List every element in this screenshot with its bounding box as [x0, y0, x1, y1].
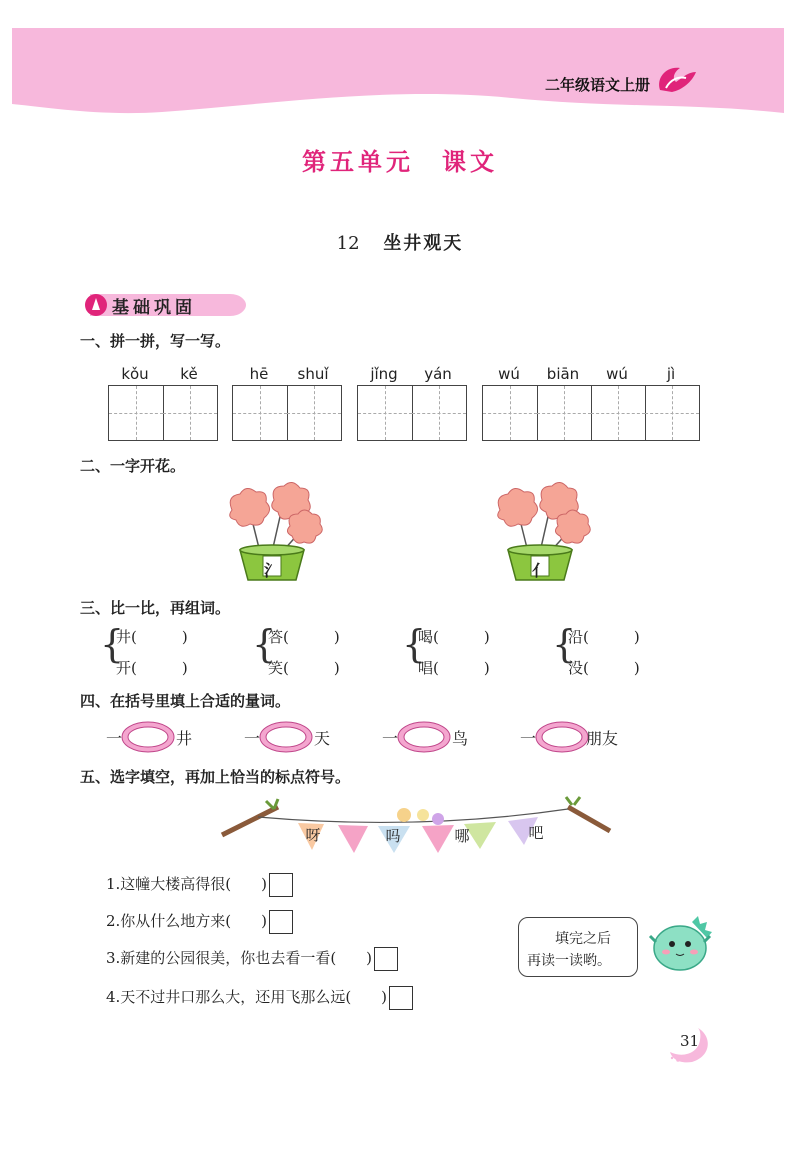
pinyin: jǐng: [370, 365, 398, 383]
compare-word[interactable]: 唱( ): [418, 659, 490, 677]
writing-grid[interactable]: [232, 385, 342, 441]
pinyin: wú: [606, 365, 628, 383]
lesson-number: 12: [336, 233, 360, 254]
measure-suffix: 鸟: [452, 729, 469, 748]
compare-word[interactable]: 没( ): [568, 659, 640, 677]
bunting-illustration: [218, 795, 613, 860]
brace: {: [552, 622, 577, 666]
flag-word: 吗: [385, 827, 401, 845]
flag-word: 哪: [454, 827, 470, 845]
speech-line: 再读一读哟。: [527, 953, 611, 969]
measure-prefix: 一: [244, 729, 261, 748]
speech-bubble: [518, 917, 638, 977]
sentence-item: [106, 947, 398, 971]
measure-suffix: 天: [314, 729, 331, 748]
measure-prefix: 一: [520, 729, 537, 748]
sentence-text: 2.你从什么地方来( ): [106, 912, 268, 930]
compare-word[interactable]: 沿( ): [568, 628, 640, 646]
measure-prefix: 一: [382, 729, 399, 748]
compare-word[interactable]: 答( ): [268, 628, 340, 646]
punctuation-box[interactable]: [389, 986, 413, 1010]
book-title: 二年级语文上册: [544, 76, 650, 94]
compare-word[interactable]: 开( ): [116, 659, 188, 677]
sentence-text: 4.天不过井口那么大，还用飞那么远( ): [106, 988, 388, 1006]
q4-title: 四、在括号里填上合适的量词。: [80, 692, 291, 710]
sentence-text: 1.这幢大楼高得很( ): [106, 875, 268, 893]
writing-grid[interactable]: [357, 385, 467, 441]
brace: {: [252, 622, 277, 666]
page-number: 31: [680, 1032, 700, 1050]
speech-line: 填完之后: [555, 931, 611, 947]
publisher-logo-icon: [652, 60, 702, 100]
flag-word: 呀: [305, 826, 321, 844]
pinyin: shuǐ: [297, 365, 329, 383]
flag-word: 吧: [528, 824, 544, 842]
section-label: 基础巩固: [112, 298, 196, 318]
q5-title: 五、选字填空，再加上恰当的标点符号。: [80, 768, 351, 786]
pinyin: biān: [546, 365, 580, 383]
pinyin: jì: [666, 365, 676, 383]
lesson-title: [0, 229, 800, 255]
lace-oval-blank[interactable]: [120, 720, 176, 754]
pot-radical: 氵: [263, 561, 280, 580]
compare-word[interactable]: 笑( ): [268, 659, 340, 677]
pot-radical: 亻: [531, 561, 548, 580]
compare-word[interactable]: 喝( ): [418, 628, 490, 646]
pinyin: wú: [498, 365, 520, 383]
brace: {: [100, 622, 125, 666]
writing-grid[interactable]: [482, 385, 700, 441]
sentence-item: [106, 873, 293, 897]
pinyin: kǒu: [121, 365, 149, 383]
sentence-item: [106, 910, 293, 934]
brace: {: [402, 622, 427, 666]
lace-oval-blank[interactable]: [258, 720, 314, 754]
measure-prefix: 一: [106, 729, 123, 748]
measure-suffix: 朋友: [586, 729, 619, 748]
sentence-text: 3.新建的公园很美，你也去看一看( ): [106, 949, 373, 967]
measure-suffix: 井: [176, 729, 193, 748]
lace-oval-blank[interactable]: [396, 720, 452, 754]
sentence-item: [106, 986, 413, 1010]
q2-title: 二、一字开花。: [80, 457, 186, 475]
q1-title: 一、拼一拼，写一写。: [80, 332, 231, 350]
pinyin: hē: [249, 365, 269, 383]
writing-grid[interactable]: [108, 385, 218, 441]
unit-title: 第五单元 课文: [302, 148, 498, 176]
lesson-name: 坐井观天: [383, 233, 464, 254]
punctuation-box[interactable]: [374, 947, 398, 971]
dinosaur-mascot-icon: [648, 912, 714, 974]
lace-oval-blank[interactable]: [534, 720, 590, 754]
pinyin: kě: [180, 365, 198, 383]
compare-word[interactable]: 井( ): [116, 628, 188, 646]
punctuation-box[interactable]: [269, 910, 293, 934]
pinyin: yán: [424, 365, 452, 383]
punctuation-box[interactable]: [269, 873, 293, 897]
q3-title: 三、比一比，再组词。: [80, 599, 231, 617]
